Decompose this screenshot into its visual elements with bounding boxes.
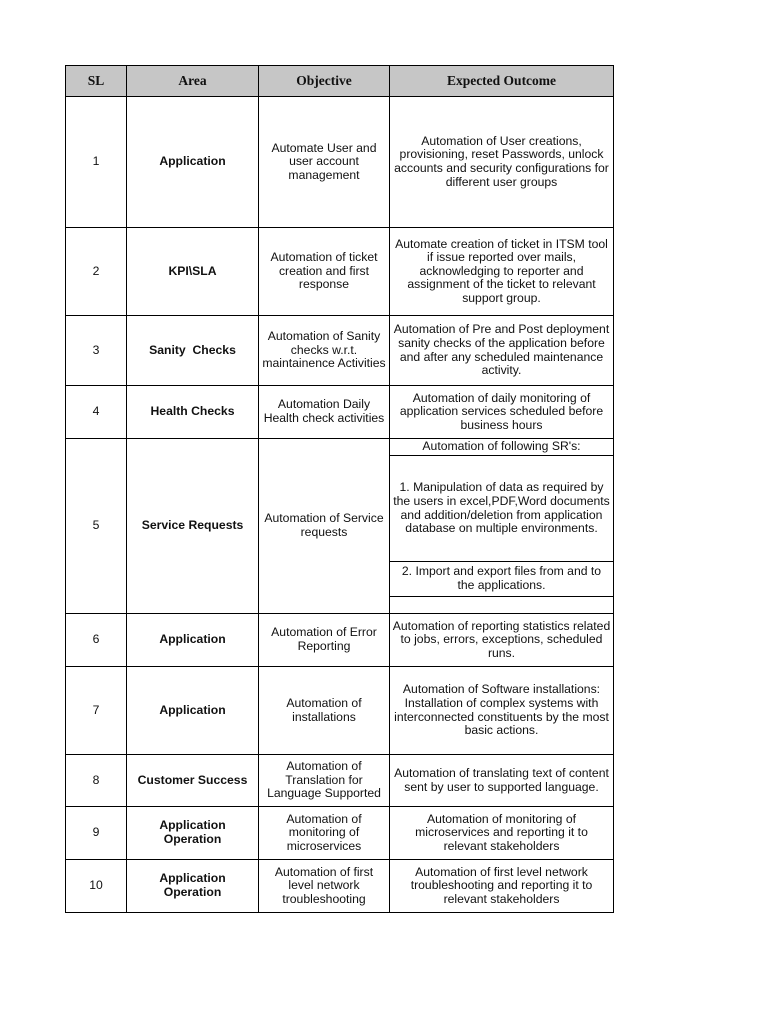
header-sl: SL <box>66 66 127 97</box>
cell-objective: Automation of Error Reporting <box>259 614 390 667</box>
cell-objective: Automation of ticket creation and first response <box>259 228 390 316</box>
cell-sl: 7 <box>66 667 127 755</box>
header-objective: Objective <box>259 66 390 97</box>
cell-outcome-item-1: 1. Manipulation of data as required by the users in excel,PDF,Word documents and addition/deletion from application database on multiple environments. <box>390 456 614 562</box>
cell-area: Health Checks <box>127 386 259 439</box>
cell-sl: 5 <box>66 439 127 614</box>
cell-objective: Automate User and user account management <box>259 97 390 228</box>
cell-sl: 10 <box>66 860 127 913</box>
cell-sl: 6 <box>66 614 127 667</box>
cell-outcome: Automation of Software installations: Installation of complex systems with interconnected constituents by the most basic actions. <box>390 667 614 755</box>
cell-area: Application <box>127 97 259 228</box>
table-row <box>66 860 614 913</box>
cell-sl: 9 <box>66 807 127 860</box>
cell-area: Sanity Checks <box>127 316 259 386</box>
cell-sl: 4 <box>66 386 127 439</box>
cell-sl: 3 <box>66 316 127 386</box>
cell-outcome: Automation of daily monitoring of application services scheduled before business hours <box>390 386 614 439</box>
table-row <box>66 807 614 860</box>
automation-table <box>65 65 614 913</box>
cell-outcome-item-2: 2. Import and export files from and to the applications. <box>390 562 614 597</box>
table-row <box>66 386 614 439</box>
table-row <box>66 667 614 755</box>
cell-area: KPI\SLA <box>127 228 259 316</box>
table-row <box>66 614 614 667</box>
header-expected-outcome: Expected Outcome <box>390 66 614 97</box>
table-row <box>66 316 614 386</box>
cell-outcome-empty <box>390 597 614 614</box>
header-area: Area <box>127 66 259 97</box>
cell-objective: Automation of first level network troubleshooting <box>259 860 390 913</box>
cell-sl: 2 <box>66 228 127 316</box>
cell-outcome: Automation of first level network troubleshooting and reporting it to relevant stakeholders <box>390 860 614 913</box>
cell-area: Application Operation <box>127 860 259 913</box>
cell-objective: Automation of Service requests <box>259 439 390 614</box>
cell-outcome-heading: Automation of following SR's: <box>390 439 614 456</box>
cell-outcome: Automation of User creations, provisioning, reset Passwords, unlock accounts and security configurations for different user groups <box>390 97 614 228</box>
cell-area: Application <box>127 667 259 755</box>
cell-outcome: Automation of translating text of content sent by user to supported language. <box>390 755 614 807</box>
table-header-row <box>66 66 614 97</box>
cell-objective: Automation of installations <box>259 667 390 755</box>
cell-objective: Automation Daily Health check activities <box>259 386 390 439</box>
cell-area: Application Operation <box>127 807 259 860</box>
table-row <box>66 228 614 316</box>
cell-outcome: Automate creation of ticket in ITSM tool if issue reported over mails, acknowledging to reporter and assignment of the ticket to relevant support group. <box>390 228 614 316</box>
cell-sl: 8 <box>66 755 127 807</box>
cell-objective: Automation of Translation for Language Supported <box>259 755 390 807</box>
table-row <box>66 439 614 456</box>
table-row <box>66 755 614 807</box>
cell-area: Service Requests <box>127 439 259 614</box>
cell-objective: Automation of Sanity checks w.r.t. maintainence Activities <box>259 316 390 386</box>
cell-objective: Automation of monitoring of microservices <box>259 807 390 860</box>
table-row <box>66 97 614 228</box>
cell-outcome: Automation of monitoring of microservices and reporting it to relevant stakeholders <box>390 807 614 860</box>
cell-area: Customer Success <box>127 755 259 807</box>
cell-sl: 1 <box>66 97 127 228</box>
cell-outcome: Automation of Pre and Post deployment sanity checks of the application before and after any scheduled maintenance activity. <box>390 316 614 386</box>
cell-area: Application <box>127 614 259 667</box>
cell-outcome: Automation of reporting statistics related to jobs, errors, exceptions, scheduled runs. <box>390 614 614 667</box>
